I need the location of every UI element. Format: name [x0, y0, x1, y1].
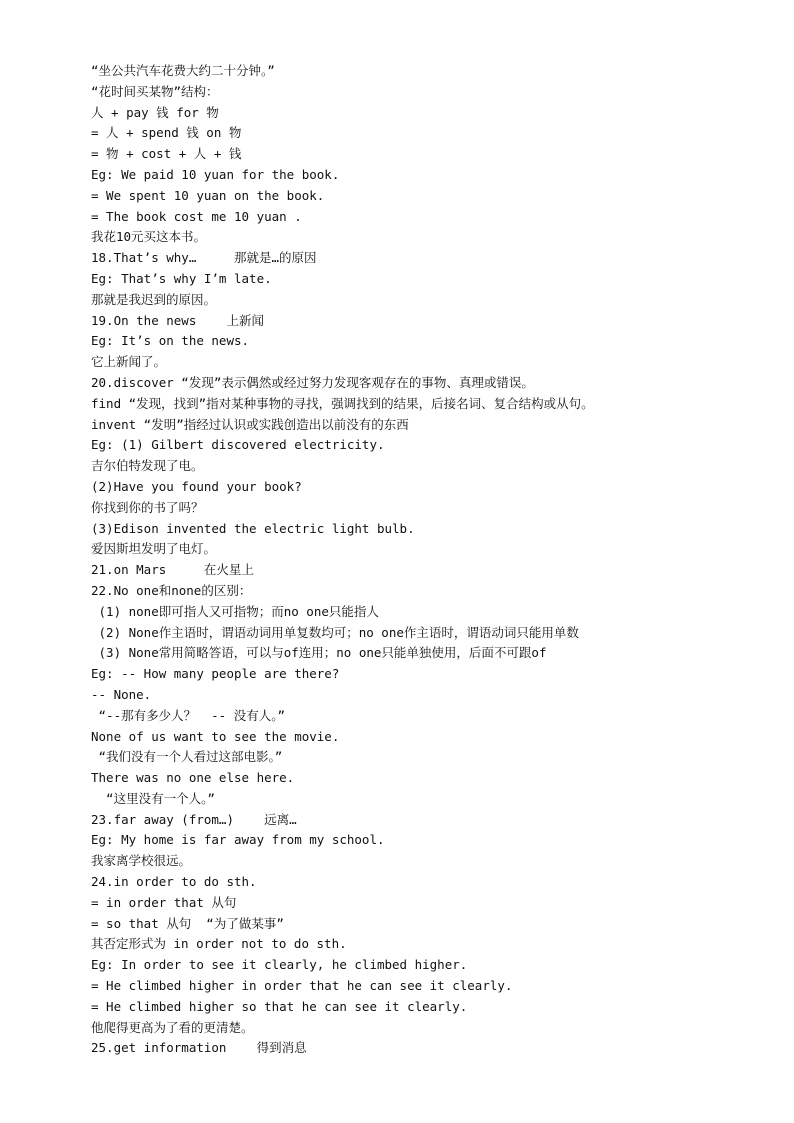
text-line: Eg: It’s on the news. [91, 333, 250, 349]
document-body [91, 61, 771, 1059]
text-line: Eg: -- How many people are there? [91, 666, 340, 682]
text-line: 22.No one和none的区别： [91, 582, 252, 598]
text-line: “坐公共汽车花费大约二十分钟。” [91, 63, 275, 78]
text-line: (3)Edison invented the electric light bulb. [91, 520, 415, 536]
text-line: “这里没有一个人。” [91, 790, 215, 806]
text-line: (1) none即可指人又可指物；而no one只能指人 [91, 603, 379, 619]
text-line: Eg: We paid 10 yuan for the book. [91, 166, 340, 182]
text-line: = He climbed higher so that he can see it clearly. [91, 998, 468, 1014]
text-line: (2) None作主语时，谓语动词用单复数均可；no one作主语时，谓语动词只能用单数 [91, 624, 579, 640]
text-line: 19.On the news 上新闻 [91, 312, 264, 328]
text-line: = He climbed higher in order that he can see it clearly. [91, 978, 513, 994]
text-line: There was no one else here. [91, 770, 295, 786]
text-line: 他爬得更高为了看的更清楚。 [91, 1019, 254, 1035]
text-line: find “发现，找到”指对某种事物的寻找，强调找到的结果，后接名词、复合结构或从句。 [91, 395, 594, 411]
text-line: 24.in order to do sth. [91, 874, 257, 890]
text-line: 人 + pay 钱 for 物 [91, 104, 219, 120]
text-line: 那就是我迟到的原因。 [91, 291, 217, 307]
text-line: Eg: My home is far away from my school. [91, 832, 385, 848]
text-line: 你找到你的书了吗？ [91, 499, 204, 515]
text-line: = 人 + spend 钱 on 物 [91, 125, 242, 141]
text-line: 21.on Mars 在火星上 [91, 562, 254, 578]
text-line: 我花10元买这本书。 [91, 229, 207, 245]
text-line: = in order that 从句 [91, 894, 237, 910]
text-line: Eg: That’s why I’m late. [91, 270, 272, 286]
text-line: 其否定形式为 in order not to do sth. [91, 936, 347, 952]
text-line: (3) None常用简略答语，可以与of连用；no one只能单独使用，后面不可跟of [91, 645, 547, 661]
text-line: (2)Have you found your book? [91, 478, 302, 494]
text-line: “--那有多少人？ -- 没有人。” [91, 707, 286, 723]
text-line: Eg: In order to see it clearly, he climbed higher. [91, 957, 468, 973]
text-line: None of us want to see the movie. [91, 728, 340, 744]
text-line: = We spent 10 yuan on the book. [91, 187, 325, 203]
text-line: = so that 从句 “为了做某事” [91, 915, 284, 931]
text-line: “花时间买某物”结构： [91, 83, 219, 99]
text-line: “我们没有一个人看过这部电影。” [91, 749, 283, 765]
text-line: 我家离学校很远。 [91, 853, 192, 869]
text-line: 爱因斯坦发明了电灯。 [91, 541, 217, 557]
text-line: = The book cost me 10 yuan . [91, 208, 302, 224]
text-line: 吉尔伯特发现了电。 [91, 458, 204, 474]
text-line: 18.That’s why… 那就是…的原因 [91, 250, 317, 266]
text-line: 25.get information 得到消息 [91, 1040, 307, 1056]
text-line: invent “发明”指经过认识或实践创造出以前没有的东西 [91, 416, 409, 432]
text-line: 20.discover “发现”表示偶然或经过努力发现客观存在的事物、真理或错误。 [91, 374, 534, 390]
text-line: 23.far away (from…) 远离… [91, 811, 297, 827]
text-line: 它上新闻了。 [91, 354, 167, 370]
text-line: -- None. [91, 686, 152, 702]
text-line: Eg: (1) Gilbert discovered electricity. [91, 437, 385, 453]
text-line: = 物 + cost + 人 + 钱 [91, 146, 242, 162]
